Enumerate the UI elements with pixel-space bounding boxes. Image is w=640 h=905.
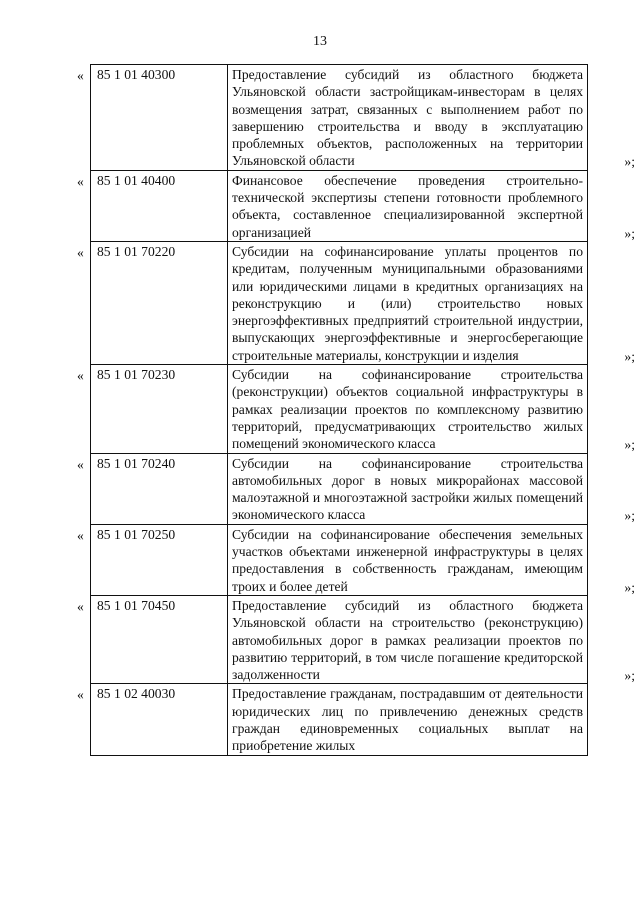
budget-description: Субсидии на софинансирование строительства (реконструкции) объектов социальной инфраструктуры в рамках реализации проектов по комплексному развитию территорий, предусматривающих строительство жилых помещений экономического класса [232,367,583,452]
table-row [91,453,588,524]
close-quote-mark: »; [624,668,635,684]
budget-code: 85 1 02 40030 [97,686,176,702]
code-cell [77,595,228,683]
open-quote-mark: « [77,68,84,83]
close-quote-mark: »; [624,579,635,595]
table-row [91,241,588,364]
budget-description: Предоставление субсидий из областного бюджета Ульяновской области на строительство (реконструкцию) автомобильных дорог в рамках реализации проектов по развитию территорий, в том числе погашение кредиторской задолженности [232,597,583,683]
table-row [91,65,588,171]
code-cell [77,453,228,524]
close-quote-mark: »; [624,225,635,241]
close-quote-mark: »; [624,437,635,453]
table-row [91,595,588,683]
page-number: 13 [313,34,327,49]
budget-description: Предоставление субсидий из областного бюджета Ульяновской области застройщикам-инвесторам в целях возмещения затрат, связанных с выполнением работ по завершению строительства и вводу в эксплуатацию проблемных объектов, расположенных на территории Ульяновской области [232,67,583,169]
budget-description: Субсидии на софинансирование строительства автомобильных дорог в новых микрорайонах массовой малоэтажной и многоэтажной застройки жилых помещений экономического класса [232,455,583,523]
description-cell [228,365,635,453]
description-cell [228,684,588,755]
open-quote-mark: « [77,687,84,703]
table-body [77,65,635,756]
budget-classification-table [77,64,635,756]
description-cell [228,241,635,364]
budget-code: 85 1 01 40400 [97,172,176,188]
budget-code: 85 1 01 70450 [97,597,176,613]
code-cell [77,170,228,241]
budget-description: Субсидии на софинансирование уплаты процентов по кредитам, полученным муниципальными образованиями или юридическими лицами в кредитных организациях на реконструкцию и (или) строительство новых энергоэффективных предприятий строительной индустрии, выпускающих энергоэффективные и энергосберегающие строительные материалы, конструкции и изделия [232,243,583,363]
budget-code: 85 1 01 70250 [97,526,176,542]
close-quote-mark: »; [624,154,635,170]
table-row [91,365,588,453]
budget-description: Финансовое обеспечение проведения строительно-технической экспертизы степени готовности проблемного объекта, составленное специализированной экспертной организацией [232,172,583,240]
table-row [91,524,588,595]
open-quote-mark: « [77,244,84,260]
code-cell [77,241,228,364]
description-cell [228,524,635,595]
table-row [91,684,588,755]
close-quote-mark: »; [624,508,635,524]
budget-code: 85 1 01 70230 [97,367,176,383]
budget-code: 85 1 01 70240 [97,455,176,471]
table-row [91,170,588,241]
open-quote-mark: « [77,598,84,614]
open-quote-mark: « [77,527,84,543]
code-cell [77,65,228,171]
description-cell [228,65,635,171]
budget-description: Предоставление гражданам, пострадавшим от деятельности юридических лиц по привлечению денежных средств граждан единовременных социальных выплат на приобретение жилых [232,686,583,754]
open-quote-mark: « [77,173,84,189]
description-cell [228,453,635,524]
code-cell [77,684,228,755]
budget-code: 85 1 01 70220 [97,243,176,259]
budget-description: Субсидии на софинансирование обеспечения земельных участков объектами инженерной инфраструктуры в целях предоставления в собственность гражданам, имеющим троих и более детей [232,526,583,594]
open-quote-mark: « [77,456,84,472]
code-cell [77,365,228,453]
close-quote-mark: »; [624,348,635,364]
description-cell [228,170,635,241]
open-quote-mark: « [77,368,84,384]
code-cell [77,524,228,595]
description-cell [228,595,635,684]
budget-code: 85 1 01 40300 [97,67,176,82]
